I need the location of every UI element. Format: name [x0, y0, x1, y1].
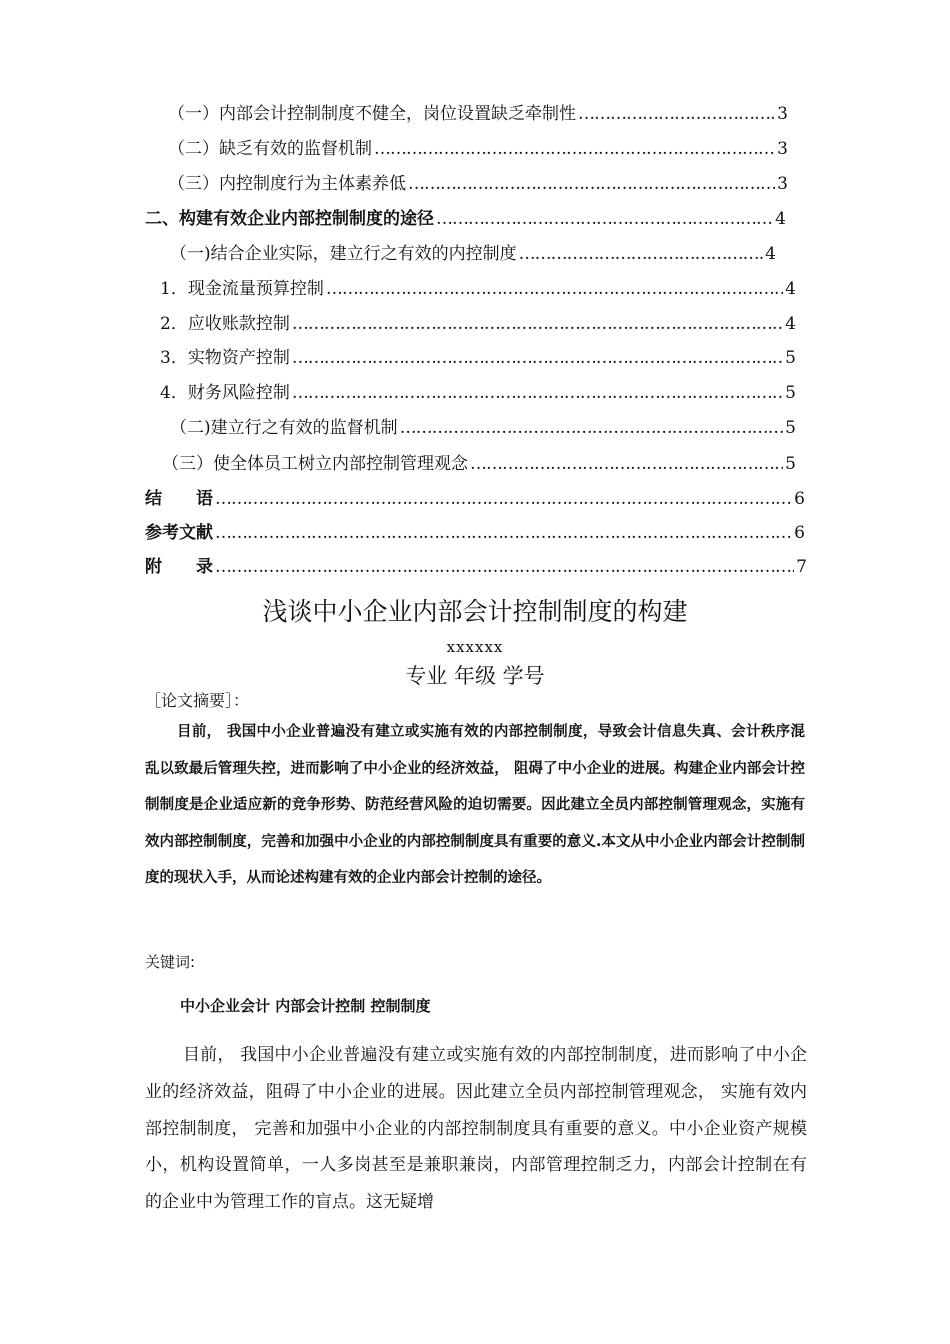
toc-entry-label: 二、构建有效企业内部控制制度的途径: [145, 209, 434, 229]
toc-entry[interactable]: [145, 518, 805, 543]
toc-entry[interactable]: [168, 134, 788, 159]
toc-entry-page: 5: [785, 348, 796, 368]
author-meta: 专业 年级 学号: [405, 664, 545, 688]
toc-entry-page: 5: [785, 418, 796, 438]
keywords-text: 中小企业会计 内部会计控制 控制制度: [180, 997, 431, 1015]
toc-entry-label: （三）内控制度行为主体素养低: [168, 174, 406, 194]
toc-entry-page: 7: [796, 557, 807, 577]
abstract-label: ［论文摘要］：: [145, 691, 250, 710]
toc-entry-label: 2．应收账款控制: [160, 314, 290, 334]
toc-entry[interactable]: [145, 484, 805, 509]
toc-entry-label: （三）使全体员工树立内部控制管理观念: [162, 454, 468, 474]
keywords-label: 关键词:: [145, 953, 196, 971]
article-title: 浅谈中小企业内部会计控制制度的构建: [262, 597, 688, 626]
toc-entry-page: 3: [777, 139, 788, 159]
toc-entry-label: 1．现金流量预算控制: [160, 279, 324, 299]
toc-entry-label: （二）缺乏有效的监督机制: [168, 139, 372, 159]
toc-entry[interactable]: [160, 343, 796, 368]
abstract-text: 目前， 我国中小企业普遍没有建立或实施有效的内部控制制度，导致会计信息失真、会计秩序混乱以致最后管理失控，进而影响了中小企业的经济效益， 阻碍了中小企业的进展。构建企业内部会计控制制度是企业适应新的竞争形势、防范经营风险的迫切需要。因此建立全员内部控制管理观念，实施有效内部控制制度，完善和加强中小企业的内部控制制度具有重要的意义.本文从中小企业内部会计控制制度的现状入手，从而论述构建有效的企业内部会计控制的途径。: [145, 724, 805, 887]
toc-entry-label: 4．财务风险控制: [160, 383, 290, 403]
toc-entry-label: （一）内部会计控制制度不健全，岗位设置缺乏牵制性: [168, 104, 576, 124]
toc-entry[interactable]: [145, 204, 786, 229]
toc-entry[interactable]: [168, 99, 788, 124]
toc-entry-page: 3: [777, 104, 788, 124]
body-paragraph: 目前， 我国中小企业普遍没有建立或实施有效的内部控制制度，进而影响了中小企业的经济效益，阻碍了中小企业的进展。因此建立全员内部控制管理观念， 实施有效内部控制制度， 完善和加强中小企业的内部控制制度具有重要的意义。中小企业资产规模小，机构设置简单，一人多岗甚至是兼职兼岗，内部管理控制乏力，内部会计控制在有的企业中为管理工作的盲点。这无疑增: [145, 1045, 807, 1213]
toc-entry-page: 4: [785, 314, 796, 334]
toc-entry-page: 4: [785, 279, 796, 299]
toc-entry-page: 4: [765, 244, 776, 264]
toc-entry-page: 3: [777, 174, 788, 194]
toc-entry-page: 5: [785, 383, 796, 403]
toc-entry-page: 4: [775, 209, 786, 229]
toc-entry[interactable]: [160, 378, 796, 403]
toc-entry-label: （二)建立行之有效的监督机制: [170, 418, 398, 438]
toc-entry[interactable]: [162, 449, 796, 474]
toc-entry-label: 3．实物资产控制: [160, 348, 290, 368]
toc-entry-page: 6: [794, 523, 805, 543]
toc-entry[interactable]: [170, 239, 776, 264]
toc-entry-page: 5: [785, 454, 796, 474]
toc-entry[interactable]: [170, 413, 796, 438]
toc-entry[interactable]: [160, 309, 796, 334]
toc-entry-label: （一)结合企业实际，建立行之有效的内控制度: [170, 244, 517, 264]
author-name: xxxxxx: [446, 638, 504, 656]
toc-entry-page: 6: [794, 489, 805, 509]
toc-entry[interactable]: [168, 169, 788, 194]
toc-entry[interactable]: [145, 552, 807, 577]
toc-entry-label: 结 语: [145, 489, 213, 509]
toc-entry[interactable]: [160, 274, 796, 299]
toc-entry-label: 参考文献: [145, 523, 213, 543]
toc-entry-label: 附 录: [145, 557, 213, 577]
